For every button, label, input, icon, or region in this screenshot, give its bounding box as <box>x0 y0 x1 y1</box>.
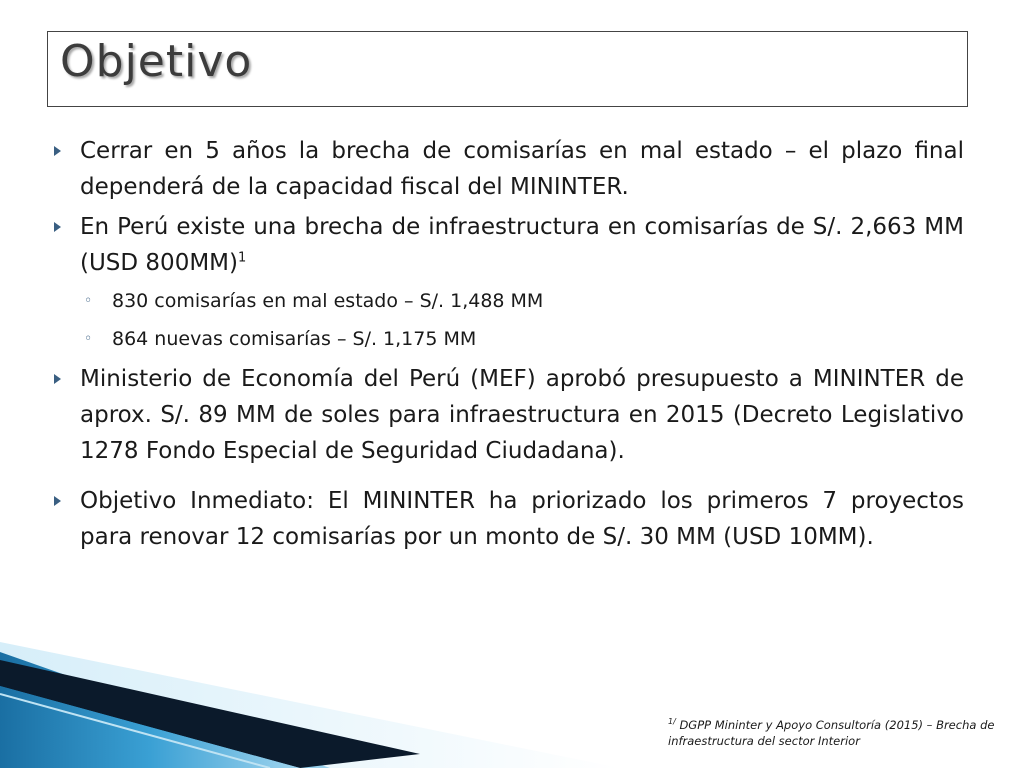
bullet-text: Ministerio de Economía del Perú (MEF) aprobó presupuesto a MININTER de aprox. S/. 89 MM de soles para infraestructura en 2015 (Decreto Legislativo 1278 Fondo Especial de Seguridad Ciudadana). <box>80 366 964 464</box>
spacer <box>48 473 964 483</box>
subbullet-item <box>48 285 964 317</box>
circle-bullet-icon: ◦ <box>84 331 93 347</box>
bullet-arrow-icon <box>54 146 61 156</box>
subbullet-text: 864 nuevas comisarías – S/. 1,175 MM <box>112 328 477 350</box>
subbullet-item <box>48 323 964 355</box>
slide-title: Objetivo <box>60 36 253 87</box>
bullet-item <box>48 361 964 469</box>
bullet-text: En Perú existe una brecha de infraestructura en comisarías de S/. 2,663 MM (USD 800MM) <box>80 214 964 276</box>
footnote <box>668 717 998 749</box>
bullet-arrow-icon <box>54 496 61 506</box>
title-box <box>47 31 968 107</box>
subbullet-text: 830 comisarías en mal estado – S/. 1,488 MM <box>112 290 544 312</box>
footnote-marker: 1/ <box>668 717 676 727</box>
slide-content <box>48 133 964 559</box>
decorative-wave-graphic <box>0 630 620 768</box>
bullet-arrow-icon <box>54 222 61 232</box>
bullet-arrow-icon <box>54 374 61 384</box>
bullet-item <box>48 483 964 555</box>
footnote-reference: 1 <box>238 250 247 266</box>
circle-bullet-icon: ◦ <box>84 293 93 309</box>
footnote-text: DGPP Mininter y Apoyo Consultoría (2015) – Brecha de infraestructura del sector Interior <box>668 718 995 748</box>
bullet-item <box>48 133 964 205</box>
bullet-text: Cerrar en 5 años la brecha de comisarías en mal estado – el plazo final dependerá de la capacidad fiscal del MININTER. <box>80 138 964 200</box>
bullet-text: Objetivo Inmediato: El MININTER ha priorizado los primeros 7 proyectos para renovar 12 comisarías por un monto de S/. 30 MM (USD 10MM). <box>80 488 964 550</box>
bullet-item <box>48 209 964 281</box>
